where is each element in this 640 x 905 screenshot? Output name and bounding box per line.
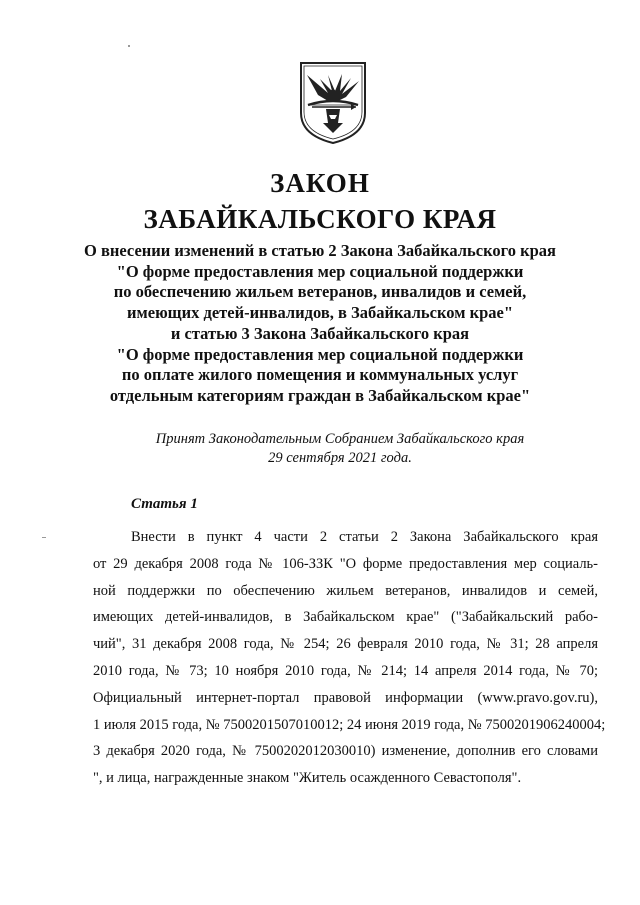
scan-speck — [42, 537, 46, 538]
article-line: чий", 31 декабря 2008 года, № 254; 26 февраля 2010 года, № 31; 28 апреля — [93, 636, 598, 653]
article-line: 2010 года, № 73; 10 ноября 2010 года, № 214; 14 апреля 2014 года, № 70; — [93, 662, 598, 679]
article-line: ", и лица, награжденные знаком "Житель осажденного Севастополя". — [93, 770, 522, 787]
adoption-line: Принят Законодательным Собранием Забайкальского края — [155, 431, 525, 447]
article-line: Внести в пункт 4 части 2 статьи 2 Закона Забайкальского края — [131, 529, 598, 545]
article-line: от 29 декабря 2008 года № 106-ЗЗК "О форме предоставления мер социаль- — [93, 555, 598, 572]
article-line: имеющих детей-инвалидов, в Забайкальском крае" ("Забайкальский рабо- — [93, 609, 598, 626]
scan-speck — [128, 45, 130, 47]
coat-of-arms-emblem — [298, 61, 368, 145]
document-subtitle — [60, 241, 580, 407]
article-line: 3 декабря 2020 года, № 7500202012030010) изменение, дополнив его словами — [93, 743, 598, 760]
subtitle-line: отдельным категориям граждан в Забайкальском крае" — [109, 385, 531, 405]
article-line: ной поддержки по обеспечению жильем ветеранов, инвалидов и семей, — [93, 582, 598, 599]
article-line: 1 июля 2015 года, № 7500201507010012; 24 июня 2019 года, № 7500201906240004; — [93, 716, 606, 733]
article-body — [93, 524, 606, 792]
subtitle-line: "О форме предоставления мер социальной поддержки — [116, 261, 524, 281]
document-title-region: ЗАБАЙКАЛЬСКОГО КРАЯ — [143, 204, 497, 234]
subtitle-line: и статью 3 Закона Забайкальского края — [170, 323, 470, 343]
article-heading: Статья 1 — [131, 496, 198, 512]
subtitle-line: "О форме предоставления мер социальной поддержки — [116, 344, 524, 364]
subtitle-line: имеющих детей-инвалидов, в Забайкальском крае" — [127, 303, 513, 323]
subtitle-line: О внесении изменений в статью 2 Закона Забайкальского края — [84, 241, 556, 260]
subtitle-line: по обеспечению жильем ветеранов, инвалидов и семей, — [113, 282, 527, 302]
adoption-date: 29 сентября 2021 года. — [268, 450, 412, 466]
subtitle-line: по оплате жилого помещения и коммунальных услуг — [121, 365, 519, 385]
adoption-note — [0, 430, 640, 468]
article-line: Официальный интернет-портал правовой информации (www.pravo.gov.ru), — [93, 689, 598, 706]
document-title: ЗАКОН — [270, 168, 370, 198]
